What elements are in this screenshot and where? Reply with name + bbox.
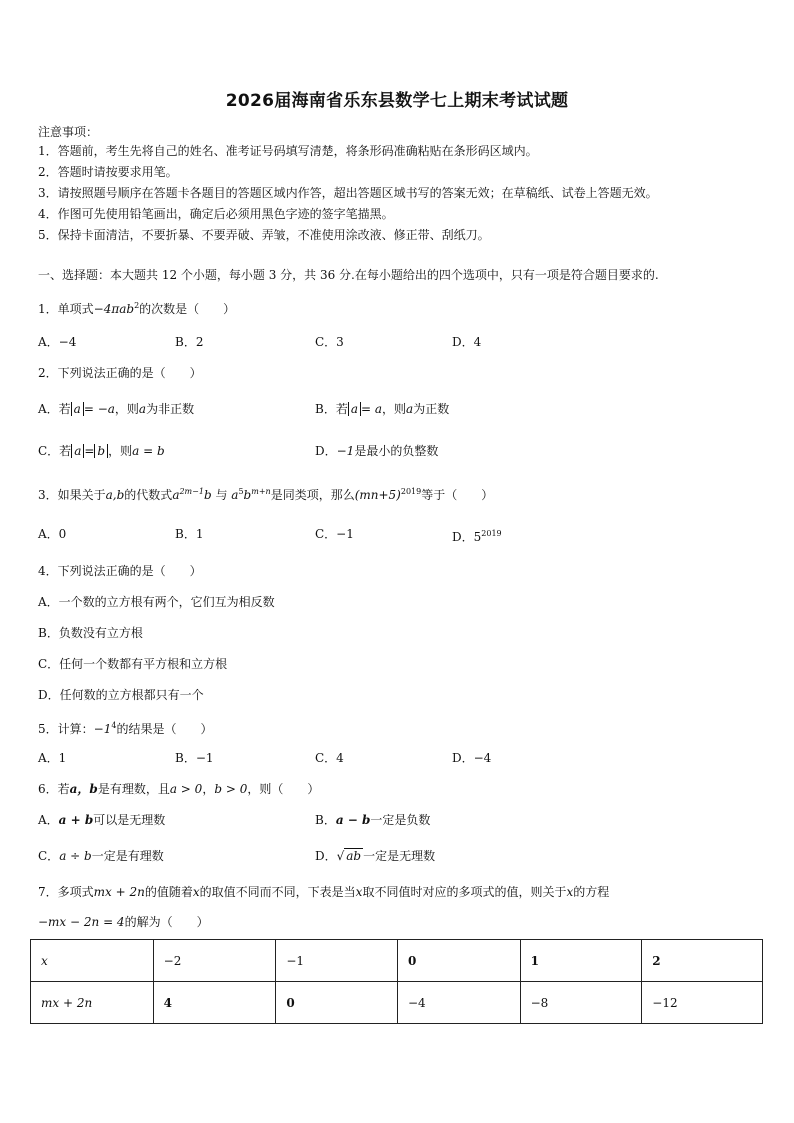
q6-ab: a，b bbox=[69, 782, 98, 796]
q2a-abs: a bbox=[71, 402, 84, 416]
table-row bbox=[31, 982, 763, 1024]
q2a-post: 为非正数 bbox=[146, 402, 195, 416]
q3-mid3: 是同类项，那么 bbox=[270, 488, 355, 502]
table-cell: 1 bbox=[520, 940, 642, 982]
q4-option-c[interactable]: C．任何一个数都有平方根和立方根 bbox=[38, 657, 228, 671]
q1-option-b[interactable]: B．2 bbox=[175, 335, 204, 349]
q2-option-a[interactable] bbox=[38, 401, 194, 417]
q4-option-d[interactable]: D．任何数的立方根都只有一个 bbox=[38, 688, 204, 702]
q4-option-a[interactable]: A．一个数的立方根有两个，它们互为相反数 bbox=[38, 595, 275, 609]
q1-option-a[interactable]: A．−4 bbox=[38, 335, 77, 349]
q3-exprsup: 2019 bbox=[400, 487, 422, 496]
q6a-post: 可以是无理数 bbox=[93, 813, 166, 827]
q3-t1: a bbox=[172, 488, 180, 502]
q2d-expr: −1 bbox=[336, 444, 355, 458]
q3d-label: D．5 bbox=[452, 530, 482, 544]
q2c-abs2: b bbox=[94, 444, 108, 458]
q2-option-c[interactable] bbox=[38, 443, 165, 459]
note-item-3: 3．请按照题号顺序在答题卡各题目的答题区域内作答，超出答题区域书写的答案无效；在草稿纸、试卷上答题无效。 bbox=[38, 186, 658, 200]
q1-option-d[interactable]: D．4 bbox=[452, 335, 482, 349]
q2c-mid: ，则 bbox=[108, 444, 133, 458]
q7-mid2: 的取值不同而不同，下表是当 bbox=[199, 885, 356, 899]
table-cell: −2 bbox=[153, 940, 276, 982]
q1-expr: −4πab bbox=[93, 302, 135, 316]
page-title: 2026届海南省乐东县数学七上期末考试试题 bbox=[225, 91, 569, 111]
note-item-4: 4．作图可先使用铅笔画出，确定后必须用黑色字迹的签字笔描黑。 bbox=[38, 207, 394, 221]
question-5 bbox=[38, 718, 212, 737]
q2c-eq: = bbox=[84, 444, 95, 458]
q6-c1: a > 0 bbox=[169, 782, 203, 796]
q3-vars: a,b bbox=[105, 488, 125, 502]
q1-sup: 2 bbox=[134, 301, 140, 310]
table-cell: −12 bbox=[642, 982, 763, 1024]
q5-expr: −1 bbox=[93, 722, 112, 736]
q2a-pre: A．若 bbox=[38, 402, 71, 416]
q2c-pre: C．若 bbox=[38, 444, 72, 458]
q3-mid1: 的代数式 bbox=[124, 488, 173, 502]
q7-mid4: 的方程 bbox=[573, 885, 610, 899]
q6-option-b[interactable] bbox=[315, 812, 430, 828]
q6-option-d[interactable] bbox=[315, 848, 435, 864]
q6c-expr: a ÷ b bbox=[59, 849, 92, 863]
q5-option-a[interactable]: A．1 bbox=[38, 751, 67, 765]
q6-option-c[interactable] bbox=[38, 848, 164, 864]
question-4: 4．下列说法正确的是（ ） bbox=[38, 564, 202, 578]
q6a-expr: a + b bbox=[58, 813, 94, 827]
q6-post: ，则（ ） bbox=[247, 782, 320, 796]
question-6 bbox=[38, 781, 319, 797]
q5-option-d[interactable]: D．−4 bbox=[452, 751, 492, 765]
q2d-pre: D． bbox=[315, 444, 337, 458]
table-cell: 4 bbox=[153, 982, 276, 1024]
q2b-pre: B．若 bbox=[315, 402, 348, 416]
q5-sup: 4 bbox=[111, 721, 117, 730]
q2a-mid: ，则 bbox=[114, 402, 139, 416]
note-item-5: 5．保持卡面清洁，不要折暴、不要弄破、弄皱，不准使用涂改液、修正带、刮纸刀。 bbox=[38, 228, 490, 242]
question-1 bbox=[38, 298, 235, 317]
table-cell: x bbox=[31, 940, 154, 982]
q2b-post: 为正数 bbox=[413, 402, 450, 416]
notes-heading: 注意事项： bbox=[38, 125, 99, 139]
q2b-eq: = a bbox=[360, 402, 383, 416]
q7-eq: −mx − 2n = 4 bbox=[38, 915, 125, 929]
q3-option-b[interactable]: B．1 bbox=[175, 527, 204, 541]
table-cell: 2 bbox=[642, 940, 763, 982]
q5-pre: 5．计算： bbox=[38, 722, 94, 736]
q3-t1sup: 2m−1 bbox=[179, 487, 204, 496]
q2c-expr: a = b bbox=[132, 444, 165, 458]
question-2: 2．下列说法正确的是（ ） bbox=[38, 366, 202, 380]
note-item-1: 1．答题前，考生先将自己的姓名、准考证号码填写清楚，将条形码准确粘贴在条形码区域内。 bbox=[38, 144, 538, 158]
q3-t2b: b bbox=[243, 488, 252, 502]
q6d-expr: ab bbox=[346, 849, 362, 863]
q6c-post: 一定是有理数 bbox=[91, 849, 164, 863]
q3-t2sup: 5 bbox=[238, 487, 244, 496]
q6b-post: 一定是负数 bbox=[370, 813, 431, 827]
q7-pre: 7．多项式 bbox=[38, 885, 94, 899]
question-3 bbox=[38, 484, 493, 503]
table-cell: 0 bbox=[397, 940, 520, 982]
q7-x3: x bbox=[566, 885, 574, 899]
question-7-line2 bbox=[38, 914, 209, 930]
q3-t2: a bbox=[231, 488, 239, 502]
q1-pre: 1．单项式 bbox=[38, 302, 94, 316]
q6d-post: 一定是无理数 bbox=[363, 849, 436, 863]
q3-post: 等于（ ） bbox=[421, 488, 494, 502]
q6b-expr: a − b bbox=[335, 813, 371, 827]
q2a-eq: = −a bbox=[83, 402, 115, 416]
table-cell: −4 bbox=[397, 982, 520, 1024]
q3-option-a[interactable]: A．0 bbox=[38, 527, 67, 541]
q7-poly: mx + 2n bbox=[93, 885, 145, 899]
q5-option-c[interactable]: C．4 bbox=[315, 751, 344, 765]
q2b-var: a bbox=[406, 402, 414, 416]
q6-c2: b > 0 bbox=[214, 782, 248, 796]
q2-option-d[interactable] bbox=[315, 443, 438, 459]
q3-t1b: b bbox=[203, 488, 212, 502]
q7-mid1: 的值随着 bbox=[144, 885, 193, 899]
q7-value-table bbox=[30, 939, 763, 1024]
q2d-post: 是最小的负整数 bbox=[354, 444, 439, 458]
note-item-2: 2．答题时请按要求用笔。 bbox=[38, 165, 178, 179]
q3-mid2: 与 bbox=[215, 488, 228, 502]
q3-expr: (mn+5) bbox=[354, 488, 401, 502]
q6a-pre: A． bbox=[38, 813, 59, 827]
question-7 bbox=[38, 884, 609, 900]
q7-x2: x bbox=[355, 885, 363, 899]
q6d-pre: D． bbox=[315, 849, 337, 863]
q6-pre: 6．若 bbox=[38, 782, 70, 796]
table-row bbox=[31, 940, 763, 982]
table-cell: 0 bbox=[276, 982, 398, 1024]
q5-post: 的结果是（ ） bbox=[116, 722, 213, 736]
q6-mid: 是有理数，且 bbox=[97, 782, 170, 796]
q2c-abs1: a bbox=[71, 444, 84, 458]
q4-option-b[interactable]: B．负数没有立方根 bbox=[38, 626, 143, 640]
q6c-pre: C． bbox=[38, 849, 60, 863]
q2b-mid: ，则 bbox=[382, 402, 407, 416]
q3-t2bsup: m+n bbox=[251, 487, 271, 496]
table-cell: mx + 2n bbox=[31, 982, 154, 1024]
q2-option-b[interactable] bbox=[315, 401, 449, 417]
q3-option-c[interactable]: C．−1 bbox=[315, 527, 354, 541]
table-cell: −1 bbox=[276, 940, 398, 982]
q7-x1: x bbox=[192, 885, 200, 899]
q7-post: 的解为（ ） bbox=[124, 915, 209, 929]
q6b-pre: B． bbox=[315, 813, 336, 827]
q6-sep: ， bbox=[202, 782, 215, 796]
q3d-sup: 2019 bbox=[481, 529, 502, 538]
q3-option-d[interactable] bbox=[452, 526, 502, 545]
q1-option-c[interactable]: C．3 bbox=[315, 335, 344, 349]
q2a-var: a bbox=[138, 402, 147, 416]
sqrt-symbol: √ bbox=[336, 849, 345, 863]
q2b-abs: a bbox=[348, 402, 361, 416]
table-cell: −8 bbox=[520, 982, 642, 1024]
q1-post: 的次数是（ ） bbox=[139, 302, 236, 316]
q5-option-b[interactable]: B．−1 bbox=[175, 751, 214, 765]
q6-option-a[interactable] bbox=[38, 812, 165, 828]
section-heading: 一、选择题：本大题共 12 个小题，每小题 3 分，共 36 分.在每小题给出的四个选项中，只有一项是符合题目要求的. bbox=[38, 268, 659, 282]
q7-mid3: 取不同值时对应的多项式的值，则关于 bbox=[362, 885, 567, 899]
q3-pre: 3．如果关于 bbox=[38, 488, 106, 502]
